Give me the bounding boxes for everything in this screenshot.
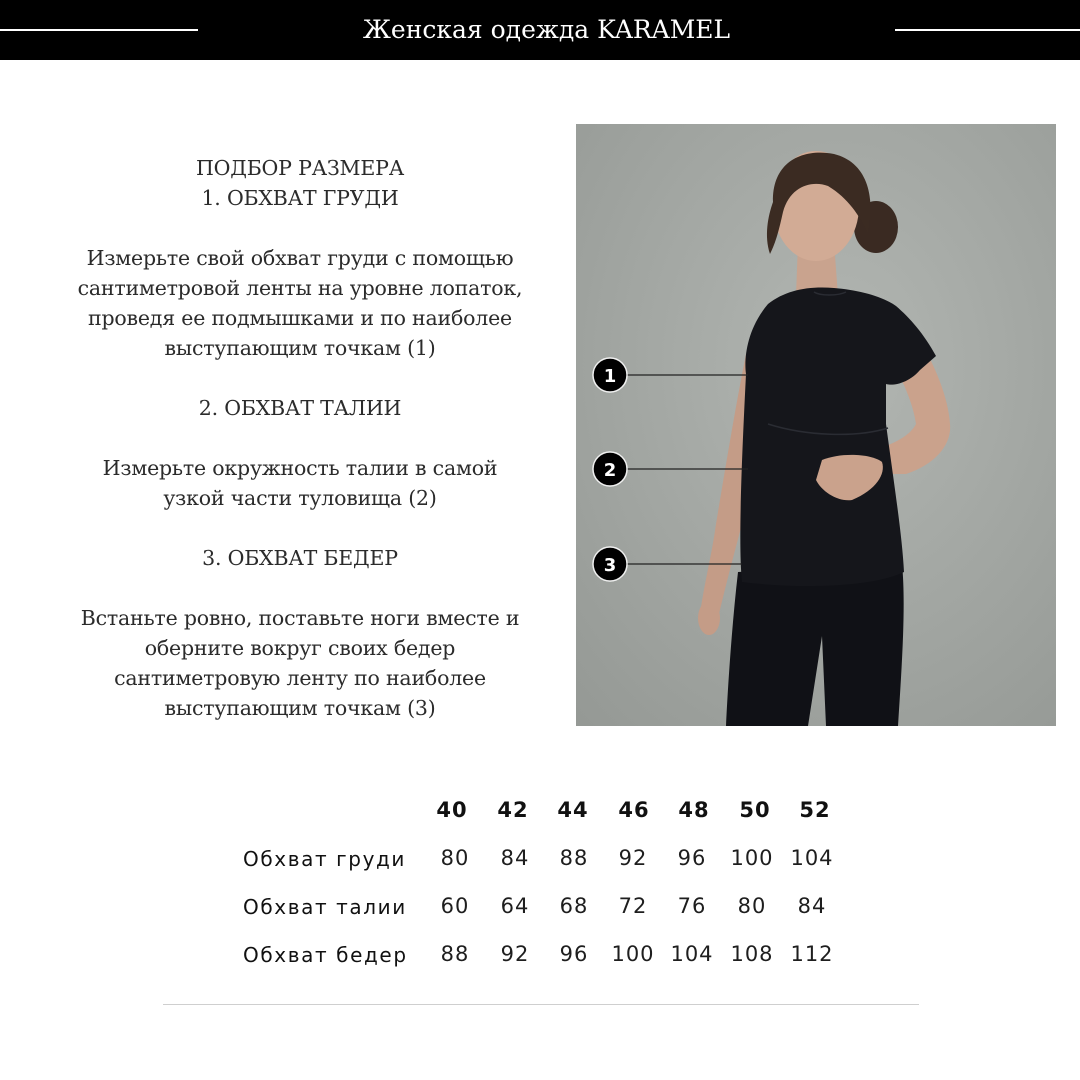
svg-text:1: 1 [603, 366, 617, 387]
header-rule-right [895, 29, 1080, 31]
left-hand [698, 601, 720, 635]
header-bar [0, 0, 1080, 60]
size-header: 52 [799, 798, 831, 822]
hips-title: 3. ОБХВАТ БЕДЕР [202, 546, 398, 570]
table-cell: 104 [670, 942, 714, 966]
marker-1 [593, 358, 627, 392]
header-rule-left [0, 29, 198, 31]
hips-text-line: оберните вокруг своих бедер [144, 636, 456, 660]
table-cell: 60 [440, 894, 470, 918]
table-cell: 64 [500, 894, 530, 918]
table-cell: 92 [618, 846, 648, 870]
chest-text-line: Измерьте свой обхват груди с помощью [86, 246, 514, 270]
size-guide-instructions [30, 153, 570, 723]
size-header: 44 [557, 798, 589, 822]
marker-3 [593, 547, 627, 581]
table-cell: 100 [730, 846, 774, 870]
page-title: Женская одежда KARAMEL [362, 15, 731, 44]
row-label-chest: Обхват груди [243, 847, 407, 871]
table-cell: 76 [677, 894, 707, 918]
svg-text:3: 3 [603, 555, 617, 576]
chest-text-line: проведя ее подмышками и по наиболее [88, 306, 512, 330]
chest-text-line: выступающим точкам (1) [164, 336, 436, 360]
size-header: 50 [739, 798, 771, 822]
hips-text-line: выступающим точкам (3) [164, 696, 436, 720]
table-cell: 112 [790, 942, 834, 966]
size-header: 40 [436, 798, 468, 822]
waist-text-line: узкой части туловища (2) [163, 486, 437, 510]
table-cell: 96 [677, 846, 707, 870]
row-label-hips: Обхват бедер [243, 943, 408, 967]
hips-text-line: сантиметровую ленту по наиболее [114, 666, 486, 690]
table-cell: 84 [797, 894, 827, 918]
table-cell: 72 [618, 894, 648, 918]
table-cell: 68 [559, 894, 589, 918]
marker-2 [593, 452, 627, 486]
table-cell: 100 [611, 942, 655, 966]
chest-title: 1. ОБХВАТ ГРУДИ [201, 186, 399, 210]
waist-text-line: Измерьте окружность талии в самой [102, 456, 498, 480]
bottom-divider [163, 1004, 919, 1005]
table-cell: 80 [737, 894, 767, 918]
size-header: 46 [618, 798, 650, 822]
table-cell: 80 [440, 846, 470, 870]
table-cell: 96 [559, 942, 589, 966]
table-cell: 108 [730, 942, 774, 966]
hips-text-line: Встаньте ровно, поставьте ноги вместе и [80, 606, 520, 630]
chest-text-line: сантиметровой ленты на уровне лопаток, [77, 276, 523, 300]
size-guide-heading: ПОДБОР РАЗМЕРА [195, 156, 405, 180]
size-header: 42 [497, 798, 529, 822]
table-cell: 88 [440, 942, 470, 966]
waist-title: 2. ОБХВАТ ТАЛИИ [198, 396, 402, 420]
model-photo [576, 124, 1056, 726]
svg-text:2: 2 [603, 460, 617, 481]
row-label-waist: Обхват талии [243, 895, 407, 919]
table-cell: 88 [559, 846, 589, 870]
table-cell: 104 [790, 846, 834, 870]
size-header: 48 [678, 798, 710, 822]
table-cell: 92 [500, 942, 530, 966]
table-cell: 84 [500, 846, 530, 870]
